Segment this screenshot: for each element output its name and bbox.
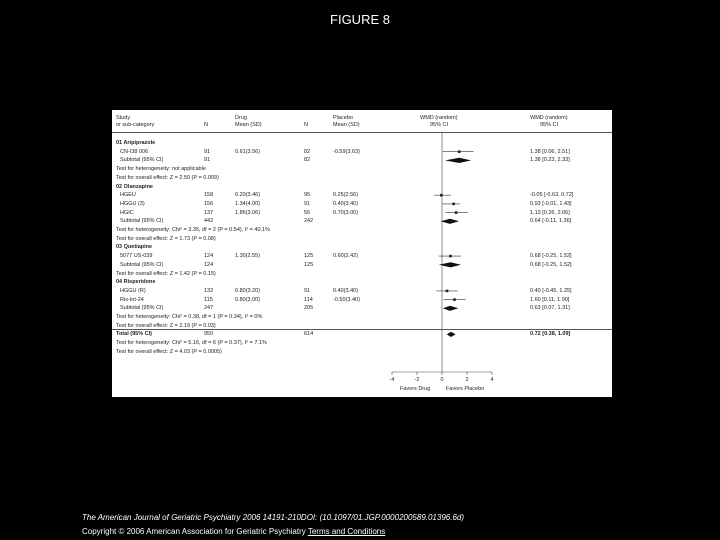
- row-placebo-mean: 0.40(3.40): [333, 287, 359, 294]
- row-study-label: Subtotal (95% CI): [120, 157, 164, 164]
- row-n-placebo: 56: [304, 209, 311, 216]
- x-tick-label: 4: [490, 377, 494, 383]
- x-tick-label: 2: [465, 377, 469, 383]
- row-study-label: Test for overall effect: Z = 1.42 (P = 0.15): [116, 270, 216, 277]
- row-study-label: HGGU (R): [120, 287, 146, 294]
- row-n-drug: 247: [204, 305, 214, 312]
- copyright-line: [82, 527, 385, 536]
- row-placebo-mean: -0.59(3.63): [333, 148, 360, 155]
- row-drug-mean: 0.61(3.56): [235, 148, 261, 155]
- forest-plot-svg: [112, 110, 612, 397]
- row-n-drug: 156: [204, 200, 214, 207]
- row-placebo-mean: 0.40(3.40): [333, 200, 359, 207]
- row-study-label: 04 Risperidone: [116, 279, 156, 286]
- row-n-drug: 442: [204, 218, 214, 225]
- row-study-label: Ris-Int-24: [120, 296, 144, 303]
- row-n-placebo: 114: [304, 296, 313, 303]
- copyright-text: Copyright © 2006 American Association for Geriatric Psychiatry: [82, 527, 306, 536]
- row-wmd-ci: 1.38 [0.23, 2.33]: [530, 157, 570, 164]
- favours-placebo-label: Favors Placebo: [446, 386, 485, 392]
- x-tick-label: -4: [389, 377, 395, 383]
- header-drug-mean: Mean (SD): [235, 122, 262, 128]
- row-study-label: Test for heterogeneity: not applicable: [116, 166, 206, 173]
- row-study-label: Subtotal (95% CI): [120, 261, 164, 268]
- row-wmd-ci: 0.72 [0.38, 1.09]: [530, 331, 571, 338]
- estimate-diamond: [443, 306, 459, 311]
- row-wmd-ci: 0.63 [0.07, 1.31]: [530, 305, 570, 312]
- row-n-placebo: 614: [304, 331, 314, 338]
- row-study-label: CN-I38 006: [120, 148, 149, 155]
- row-n-placebo: 125: [304, 253, 314, 260]
- row-n-drug: 158: [204, 192, 214, 199]
- row-wmd-ci: 1.38 [0.06, 2.51]: [530, 148, 570, 155]
- row-wmd-ci: 1.13 [0.26, 2.06]: [530, 209, 570, 216]
- row-wmd-ci: 0.68 [-0.25, 1.52]: [530, 253, 572, 260]
- estimate-square: [440, 194, 443, 197]
- estimate-square: [455, 211, 458, 214]
- row-placebo-mean: -0.50(3.40): [333, 296, 360, 303]
- row-placebo-mean: 0.60(2.42): [333, 253, 359, 260]
- row-n-drug: 137: [204, 209, 214, 216]
- row-study-label: Test for heterogeneity: Chi² = 3.35, df = 2 (P = 0.54), I² = 40.1%: [116, 227, 270, 233]
- row-study-label: HGIC: [120, 209, 134, 216]
- header-subcategory: or sub-category: [116, 122, 155, 128]
- header-ci-right: 95% CI: [540, 122, 559, 128]
- estimate-diamond: [441, 219, 459, 224]
- row-n-drug: 91: [204, 148, 211, 155]
- header-study: Study: [116, 115, 131, 121]
- row-drug-mean: 1.30(2.55): [235, 253, 261, 260]
- header-placebo-mean: Mean (SD): [333, 122, 360, 128]
- row-study-label: Test for heterogeneity: Chi² = 0.38, df = 1 (P = 0.34), I² = 0%: [116, 314, 263, 320]
- header-placebo: Placebo: [333, 115, 353, 121]
- row-wmd-ci: 0.93 [-0.01, 1.43]: [530, 200, 572, 207]
- row-drug-mean: 1.34(4.00): [235, 200, 261, 207]
- row-study-label: Test for heterogeneity: Chi² = 5.16, df = 6 (P = 0.37), I² = 7.1%: [116, 340, 267, 347]
- row-n-drug: 132: [204, 287, 214, 294]
- header-wmd-mid: WMD (random): [420, 115, 458, 121]
- estimate-diamond: [447, 332, 456, 337]
- row-study-label: Subtotal (95% CI): [120, 218, 164, 225]
- row-n-placebo: 205: [304, 305, 314, 312]
- row-study-label: HGEU: [120, 192, 136, 199]
- row-study-label: 01 Aripiprazole: [116, 140, 156, 146]
- figure-title: FIGURE 8: [330, 12, 390, 27]
- row-study-label: Test for overall effect: Z = 1.73 (P = 0.08): [116, 235, 216, 242]
- row-n-drug: 115: [204, 296, 213, 303]
- row-study-label: Total (95% CI): [116, 331, 152, 338]
- row-study-label: Test for overall effect: Z = 2.50 (P = 0.009): [116, 174, 219, 181]
- row-n-drug: 124: [204, 261, 214, 268]
- favours-drug-label: Favors Drug: [400, 386, 431, 392]
- row-wmd-ci: 1.60 [0.11, 1.90]: [530, 296, 570, 303]
- row-placebo-mean: 0.70(3.00): [333, 209, 359, 216]
- row-drug-mean: 1.86(3.06): [235, 209, 261, 216]
- row-study-label: HGGU (3): [120, 200, 145, 207]
- row-study-label: 5077 US-039: [120, 253, 153, 260]
- terms-link[interactable]: Terms and Conditions: [307, 527, 386, 536]
- row-drug-mean: 0.80(3.00): [235, 296, 261, 303]
- row-wmd-ci: 0.64 [-0.11, 1.36]: [530, 218, 572, 225]
- row-drug-mean: 0.80(3.20): [235, 287, 261, 294]
- header-n-placebo: N: [304, 122, 308, 128]
- row-wmd-ci: -0.05 [-0.63, 0.72]: [530, 192, 574, 199]
- header-ci-mid: 95% CI: [430, 122, 449, 128]
- forest-plot-figure: [112, 110, 612, 397]
- row-wmd-ci: 0.40 [-0.45, 1.25]: [530, 287, 572, 294]
- row-study-label: Test for overall effect: Z = 4.03 (P = 0.0005): [116, 348, 222, 355]
- estimate-square: [449, 255, 452, 258]
- row-n-placebo: 95: [304, 192, 311, 199]
- row-n-placebo: 242: [304, 218, 314, 225]
- estimate-square: [453, 298, 456, 301]
- row-n-drug: 91: [204, 157, 211, 164]
- row-drug-mean: 0.20(3.46): [235, 192, 261, 199]
- header-drug: Drug: [235, 115, 247, 121]
- row-study-label: Test for overall effect: Z = 2.19 (P = 0.03): [116, 322, 216, 329]
- row-n-drug: 950: [204, 331, 214, 338]
- row-study-label: 03 Quetiapine: [116, 244, 153, 251]
- row-n-placebo: 82: [304, 148, 311, 155]
- x-tick-label: 0: [440, 377, 444, 383]
- row-n-placebo: 91: [304, 287, 311, 294]
- row-study-label: 02 Olanzapine: [116, 183, 153, 190]
- estimate-square: [446, 290, 449, 293]
- estimate-square: [452, 203, 455, 206]
- row-n-placebo: 125: [304, 261, 314, 268]
- row-placebo-mean: 0.25(2.56): [333, 192, 359, 199]
- x-tick-label: -2: [414, 377, 420, 383]
- header-n-drug: N: [204, 122, 208, 128]
- header-wmd-right: WMD (random): [530, 115, 568, 121]
- estimate-square: [458, 150, 461, 153]
- estimate-diamond: [445, 158, 471, 163]
- row-n-drug: 124: [204, 253, 214, 260]
- row-study-label: Subtotal (95% CI): [120, 305, 164, 312]
- row-wmd-ci: 0.68 [-0.25, 1.52]: [530, 261, 572, 268]
- citation-text: The American Journal of Geriatric Psychiatry 2006 14191-210DOI: (10.1097/01.JGP.0000200589.01396.6d): [82, 513, 465, 522]
- row-n-placebo: 82: [304, 157, 311, 164]
- row-n-placebo: 91: [304, 200, 311, 207]
